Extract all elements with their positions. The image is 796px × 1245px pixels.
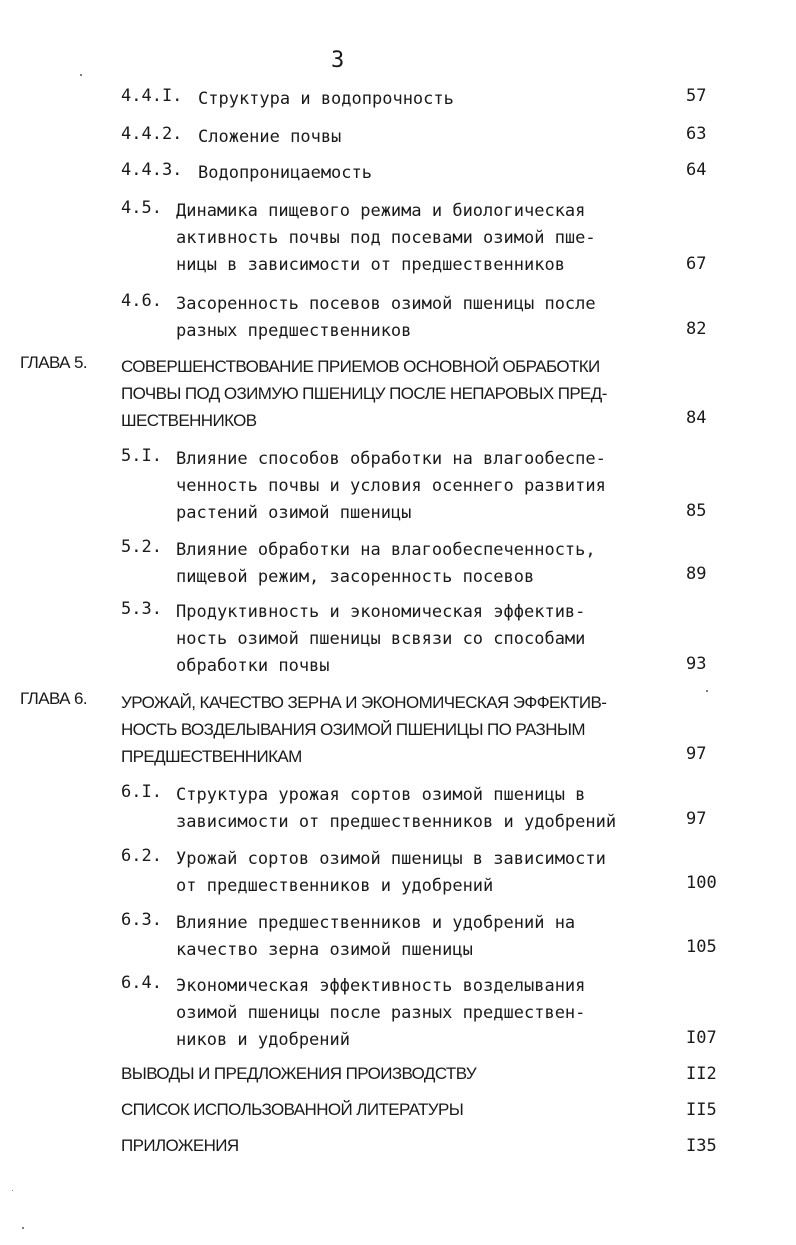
page-ref: 67 <box>686 254 707 274</box>
scan-speck <box>12 1190 13 1191</box>
section-number: 4.5. <box>121 198 162 218</box>
section-title: Продуктивность и экономическая эффектив- ность озимой пшеницы всвязи со способами обработки почвы <box>176 602 586 676</box>
page-ref: 57 <box>686 86 707 106</box>
page-ref: I07 <box>686 1028 717 1048</box>
chapter-number: ГЛАВА 5. <box>20 353 87 372</box>
section-number: 4.4.3. <box>121 160 183 180</box>
section-number: 4.6. <box>121 291 162 311</box>
section-title: Экономическая эффективность возделывания озимой пшеницы после разных предшествен- ников и удобрений <box>176 976 586 1050</box>
page-ref: 97 <box>686 744 707 764</box>
section-number: 5.3. <box>121 599 162 619</box>
page-ref: 93 <box>686 654 707 674</box>
page-ref: 64 <box>686 160 707 180</box>
page-ref: 97 <box>686 809 707 829</box>
page-ref: I35 <box>686 1136 717 1156</box>
section-number: 6.4. <box>121 973 162 993</box>
section-number: 5.2. <box>121 537 162 557</box>
section-number: 5.I. <box>121 446 162 466</box>
scan-speck <box>22 1227 24 1229</box>
chapter-title: СОВЕРШЕНСТВОВАНИЕ ПРИЕМОВ ОСНОВНОЙ ОБРАБОТКИ ПОЧВЫ ПОД ОЗИМУЮ ПШЕНИЦУ ПОСЛЕ НЕПАРОВЫХ ПРЕД- ШЕСТВЕННИКОВ <box>121 357 607 430</box>
page-ref: II2 <box>686 1064 717 1084</box>
section-number: 6.2. <box>121 846 162 866</box>
page-ref: 105 <box>686 937 717 957</box>
page-ref: 85 <box>686 501 707 521</box>
section-title: Засоренность посевов озимой пшеницы после разных предшественников <box>176 294 596 341</box>
section-title: Влияние обработки на влагообеспеченность, пищевой режим, засоренность посевов <box>176 540 596 587</box>
page-ref: 82 <box>686 319 707 339</box>
page-ref: 89 <box>686 564 707 584</box>
section-title: Урожай сортов озимой пшеницы в зависимости от предшественников и удобрений <box>176 849 606 896</box>
scan-speck <box>80 74 82 76</box>
closing-title: ПРИЛОЖЕНИЯ <box>121 1136 239 1155</box>
page-ref: 84 <box>686 408 707 428</box>
section-title: Влияние способов обработки на влагообеспе- ченность почвы и условия осеннего развития растений озимой пшеницы <box>176 449 606 523</box>
section-number: 4.4.2. <box>121 124 183 144</box>
section-number: 4.4.I. <box>121 86 183 106</box>
section-title: Динамика пищевого режима и биологическая активность почвы под посевами озимой пше- ницы в зависимости от предшественников <box>176 201 596 275</box>
closing-title: ВЫВОДЫ И ПРЕДЛОЖЕНИЯ ПРОИЗВОДСТВУ <box>121 1064 477 1083</box>
section-title: Водопроницаемость <box>198 163 372 183</box>
closing-title: СПИСОК ИСПОЛЬЗОВАННОЙ ЛИТЕРАТУРЫ <box>121 1100 464 1119</box>
page-number: 3 <box>331 48 345 73</box>
page-ref: II5 <box>686 1100 717 1120</box>
chapter-title: УРОЖАЙ, КАЧЕСТВО ЗЕРНА И ЭКОНОМИЧЕСКАЯ ЭФФЕКТИВ- НОСТЬ ВОЗДЕЛЫВАНИЯ ОЗИМОЙ ПШЕНИЦЫ ПО РАЗНЫМ ПРЕДШЕСТВЕННИКАМ <box>121 693 607 766</box>
section-number: 6.I. <box>121 782 162 802</box>
section-title: Структура урожая сортов озимой пшеницы в зависимости от предшественников и удобрений <box>176 785 617 832</box>
scan-speck <box>706 690 708 692</box>
page-ref: 100 <box>686 873 717 893</box>
section-title: Влияние предшественников и удобрений на качество зерна озимой пшеницы <box>176 913 576 960</box>
chapter-number: ГЛАВА 6. <box>20 689 87 708</box>
section-number: 6.3. <box>121 910 162 930</box>
page-ref: 63 <box>686 124 707 144</box>
section-title: Сложение почвы <box>198 127 342 147</box>
section-title: Структура и водопрочность <box>198 89 454 109</box>
